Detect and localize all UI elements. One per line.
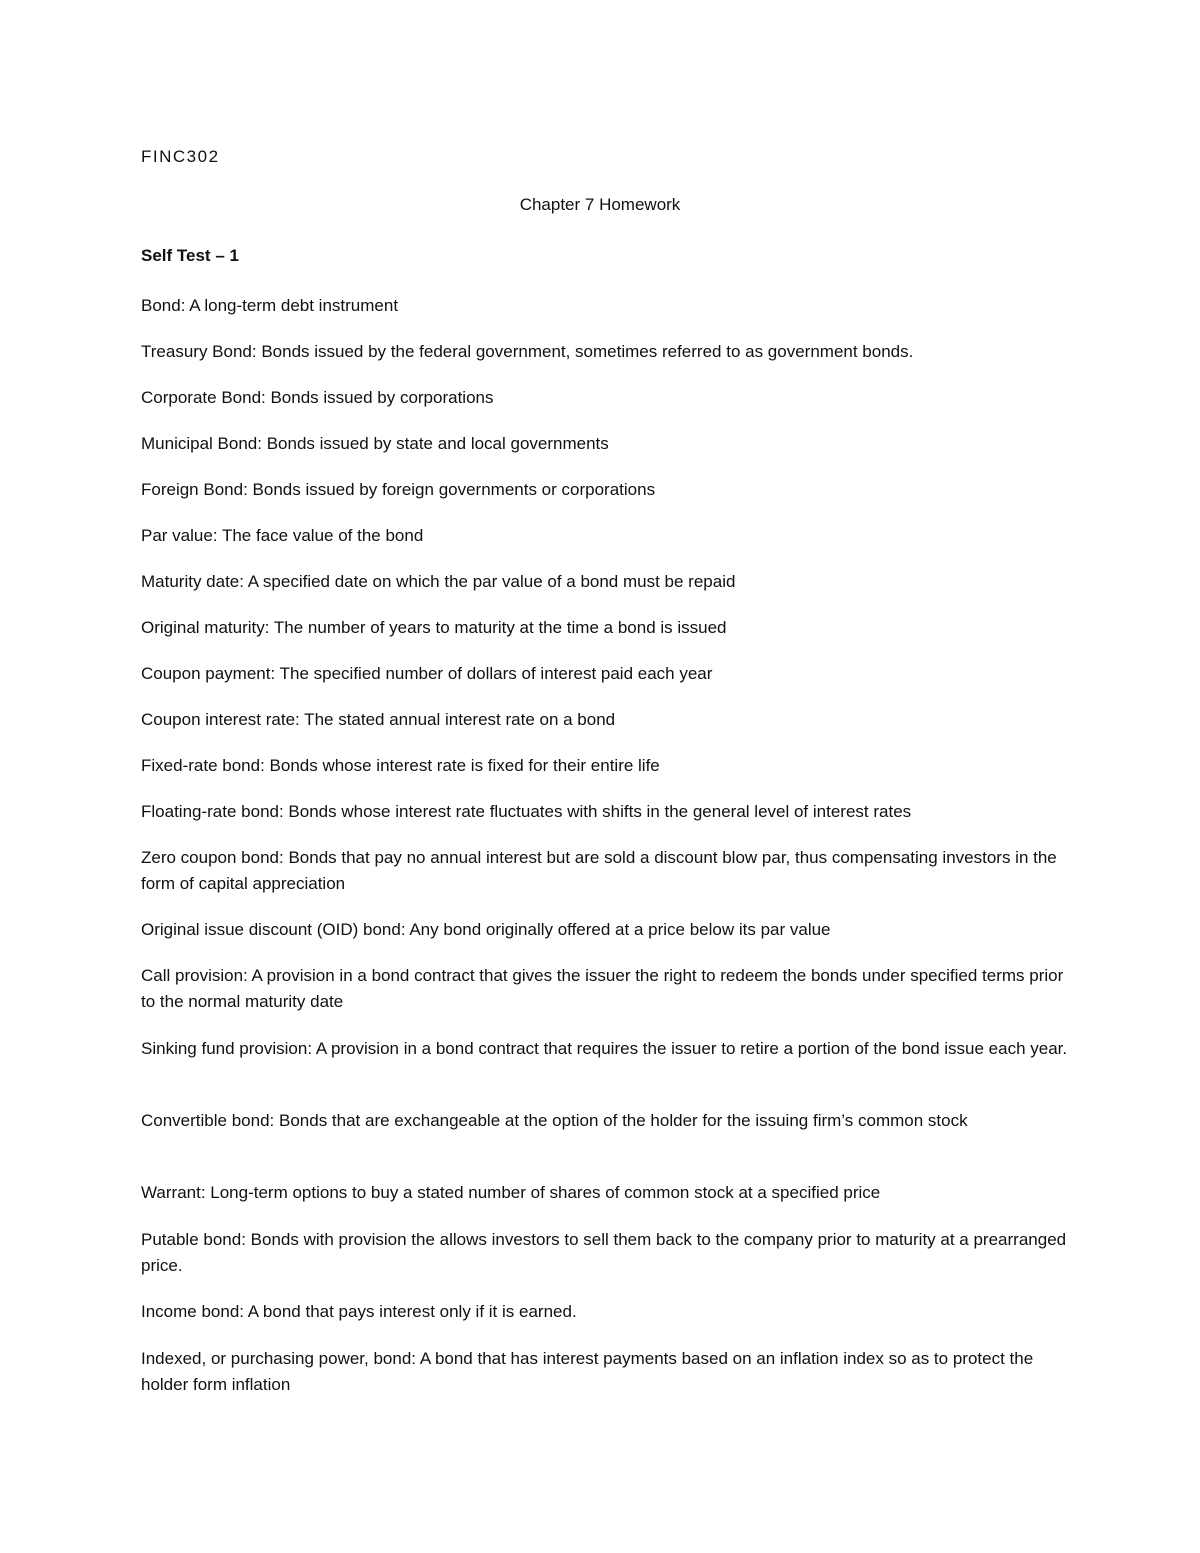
- definition-warrant: [141, 1180, 1071, 1206]
- definition-oid-bond: [141, 917, 1071, 943]
- definition-term: Municipal Bond:: [141, 434, 262, 453]
- definition-term: Income bond:: [141, 1302, 245, 1321]
- definition-corporate-bond: [141, 385, 1071, 411]
- definition-text: The number of years to maturity at the time a bond is issued: [269, 618, 727, 637]
- definition-bond: [141, 293, 1071, 319]
- definition-term: Foreign Bond:: [141, 480, 248, 499]
- definition-term: Par value:: [141, 526, 218, 545]
- definition-foreign-bond: [141, 477, 1071, 503]
- definition-term: Coupon payment:: [141, 664, 276, 683]
- definition-term: Call provision:: [141, 966, 248, 985]
- definition-term: Warrant:: [141, 1183, 206, 1202]
- definition-term: Coupon interest rate:: [141, 710, 300, 729]
- definition-term: Maturity date:: [141, 572, 244, 591]
- definition-text: The face value of the bond: [217, 526, 424, 545]
- definition-text: Bonds that pay no annual interest but are sold a discount blow par, thus compensating investors in the form of capital appreciation: [141, 848, 1057, 893]
- definition-par-value: [141, 523, 1071, 549]
- definition-text: Any bond originally offered at a price below its par value: [405, 920, 831, 939]
- definition-fixed-rate-bond: [141, 753, 1071, 779]
- definition-text: Bonds issued by corporations: [265, 388, 494, 407]
- definition-putable-bond: [141, 1227, 1071, 1279]
- definition-term: Convertible bond:: [141, 1111, 275, 1130]
- definition-text: A provision in a bond contract that requires the issuer to retire a portion of the bond issue each year.: [312, 1039, 1068, 1058]
- definition-text: Bonds that are exchangeable at the option of the holder for the issuing firm’s common stock: [274, 1111, 968, 1130]
- definition-text: A long-term debt instrument: [185, 296, 399, 315]
- definition-coupon-payment: [141, 661, 1071, 687]
- definition-text: Bonds whose interest rate is fixed for their entire life: [264, 756, 660, 775]
- definition-text: Bonds issued by state and local governments: [261, 434, 609, 453]
- definition-indexed-bond: [141, 1346, 1071, 1398]
- definition-floating-rate-bond: [141, 799, 1071, 825]
- definition-term: Sinking fund provision:: [141, 1039, 313, 1058]
- section-heading: Self Test – 1: [141, 246, 239, 265]
- definition-text: A specified date on which the par value of a bond must be repaid: [244, 572, 736, 591]
- definition-maturity-date: [141, 569, 1071, 595]
- definition-convertible-bond: [141, 1108, 1071, 1134]
- document-title: Chapter 7 Homework: [519, 195, 681, 214]
- definition-text: A bond that has interest payments based on an inflation index so as to protect the holder form inflation: [141, 1349, 1034, 1394]
- definition-term: Original issue discount (OID) bond:: [141, 920, 406, 939]
- definition-coupon-interest-rate: [141, 707, 1071, 733]
- definition-sinking-fund-provision: [141, 1036, 1071, 1062]
- definition-term: Floating-rate bond:: [141, 802, 284, 821]
- definition-term: Treasury Bond:: [141, 342, 257, 361]
- definition-treasury-bond: [141, 339, 1071, 365]
- definition-term: Indexed, or purchasing power, bond:: [141, 1349, 417, 1368]
- definition-text: Bonds issued by foreign governments or corporations: [247, 480, 656, 499]
- definition-text: Bonds whose interest rate fluctuates with shifts in the general level of interest rates: [283, 802, 912, 821]
- definition-municipal-bond: [141, 431, 1071, 457]
- definition-term: Bond:: [141, 296, 186, 315]
- definition-text: Bonds issued by the federal government, sometimes referred to as government bonds.: [256, 342, 914, 361]
- definition-term: Putable bond:: [141, 1230, 246, 1249]
- definition-text: A bond that pays interest only if it is earned.: [244, 1302, 577, 1321]
- definition-zero-coupon-bond: [141, 845, 1071, 897]
- definition-term: Corporate Bond:: [141, 388, 266, 407]
- definition-call-provision: [141, 963, 1071, 1015]
- definition-text: Long-term options to buy a stated number of shares of common stock at a specified price: [205, 1183, 881, 1202]
- course-code: FINC302: [141, 147, 220, 166]
- definition-original-maturity: [141, 615, 1071, 641]
- definition-term: Fixed-rate bond:: [141, 756, 265, 775]
- definition-text: The stated annual interest rate on a bond: [299, 710, 616, 729]
- definition-term: Original maturity:: [141, 618, 270, 637]
- definition-income-bond: [141, 1299, 1071, 1325]
- definition-term: Zero coupon bond:: [141, 848, 284, 867]
- definition-text: Bonds with provision the allows investors to sell them back to the company prior to maturity at a prearranged price.: [141, 1230, 1067, 1275]
- definition-text: The specified number of dollars of interest paid each year: [275, 664, 713, 683]
- definition-text: A provision in a bond contract that gives the issuer the right to redeem the bonds under specified terms prior to the normal maturity date: [141, 966, 1064, 1011]
